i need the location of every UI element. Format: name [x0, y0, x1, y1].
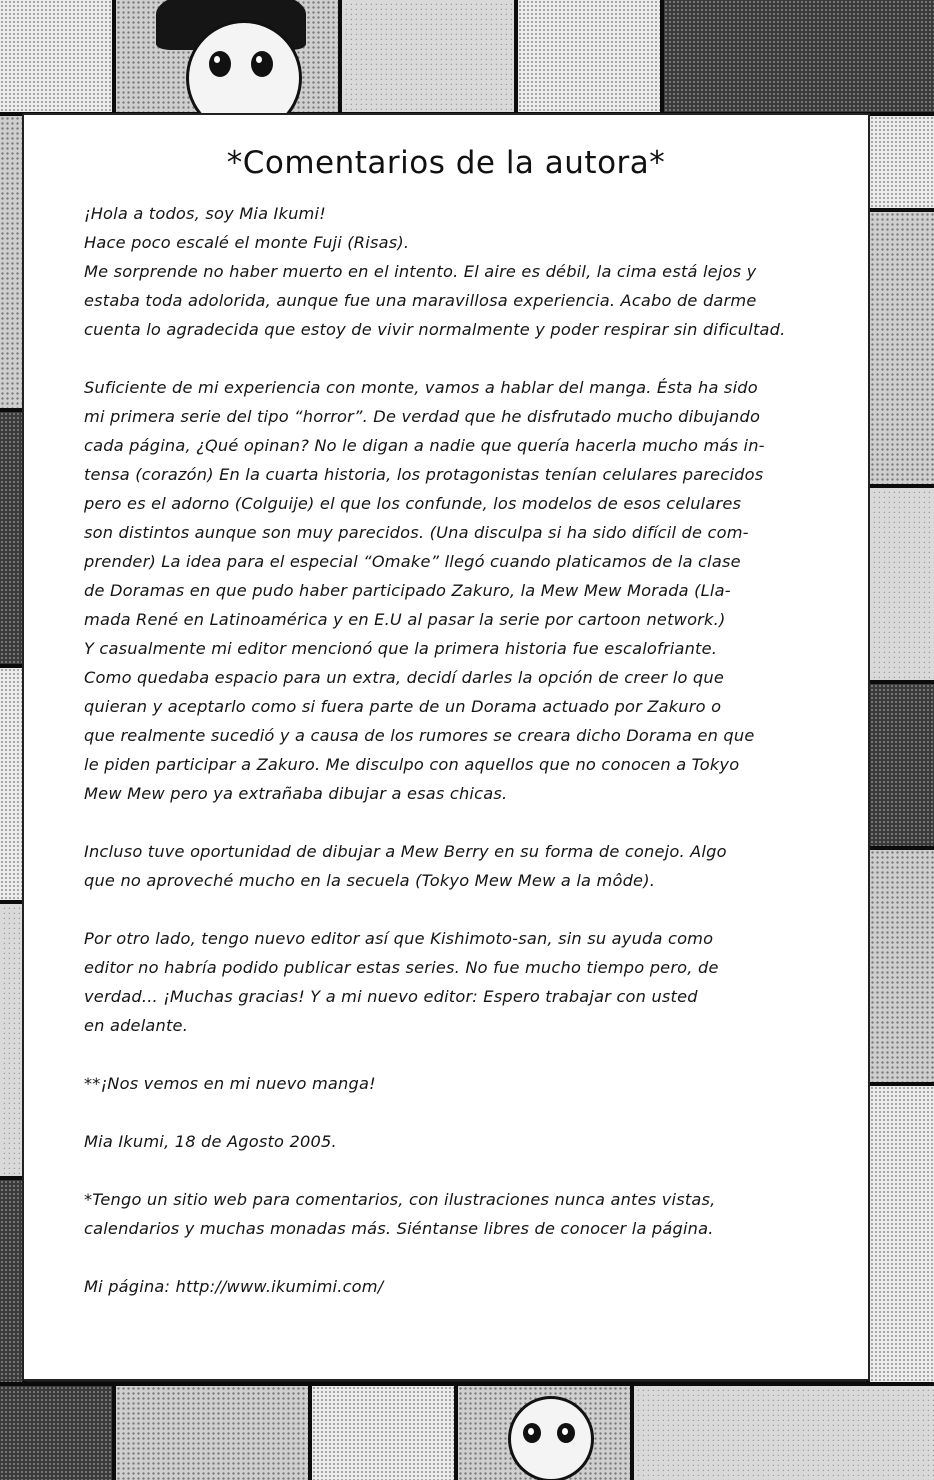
paragraph-website-link: Mi página: http://www.ikumimi.com/	[84, 1277, 384, 1296]
collage-panel	[112, 0, 342, 116]
collage-panel	[660, 0, 934, 116]
collage-panel	[630, 1382, 934, 1480]
paragraph-farewell: **¡Nos vemos en mi nuevo manga!	[84, 1074, 376, 1093]
comments-body	[84, 199, 824, 1330]
author-comments-page	[22, 113, 870, 1381]
collage-panel	[454, 1382, 634, 1480]
collage-panel	[866, 112, 934, 212]
collage-panel	[0, 1382, 116, 1480]
collage-panel	[338, 0, 518, 116]
paragraph-intro: ¡Hola a todos, soy Mia Ikumi! Hace poco escalé el monte Fuji (Risas). Me sorprende no haber muerto en el intento. El aire es débil, la cima está lejos y estaba toda adolorida, aunque fue una maravillosa experiencia. Acabo de darme cuenta lo agradecida que estoy de vivir normalmente y poder respirar sin dificultad.	[84, 204, 786, 339]
collage-panel	[112, 1382, 312, 1480]
page-title: *Comentarios de la autora*	[226, 145, 666, 181]
paragraph-signature: Mia Ikumi, 18 de Agosto 2005.	[84, 1132, 337, 1151]
collage-panel	[514, 0, 664, 116]
paragraph-manga: Suficiente de mi experiencia con monte, vamos a hablar del manga. Ésta ha sido mi primera serie del tipo “horror”. De verdad que he disfrutado mucho dibujando cada página, ¿Qué opinan? No le digan a nadie que quería hacerla mucho más in- tensa (corazón) En la cuarta historia, los protagonistas tenían celulares parecidos pero es el adorno (Colguije) el que los confunde, los modelos de esos celulares son distintos aunque son muy parecidos. (Una disculpa si ha sido difícil de com- prender) La idea para el especial “Omake” llegó cuando platicamos de la clase de Doramas en que pudo haber participado Zakuro, la Mew Mew Morada (Lla- mada René en Latinoamérica y en E.U al pasar la serie por cartoon network.) Y casualmente mi editor mencionó que la primera historia fue escalofriante. Como quedaba espacio para un extra, decidí darles la opción de creer lo que quieran y aceptarlo como si fuera parte de un Dorama actuado por Zakuro o que realmente sucedió y a causa de los rumores se creara dicho Dorama en que le piden participar a Zakuro. Me disculpo con aquellos que no conocen a Tokyo Mew Mew pero ya extrañaba dibujar a esas chicas.	[84, 378, 765, 803]
collage-panel	[866, 846, 934, 1086]
collage-panel	[0, 0, 116, 116]
collage-panel	[866, 680, 934, 850]
collage-panel	[308, 1382, 458, 1480]
collage-panel	[866, 484, 934, 684]
collage-panel	[866, 1082, 934, 1386]
paragraph-editor: Por otro lado, tengo nuevo editor así que Kishimoto-san, sin su ayuda como editor no habría podido publicar estas series. No fue mucho tiempo pero, de verdad... ¡Muchas gracias! Y a mi nuevo editor: Espero trabajar con usted en adelante.	[84, 929, 719, 1035]
collage-panel	[866, 208, 934, 488]
paragraph-website-note: *Tengo un sitio web para comentarios, con ilustraciones nunca antes vistas, calendarios y muchas monadas más. Siéntanse libres de conocer la página.	[84, 1190, 716, 1238]
paragraph-mew-berry: Incluso tuve oportunidad de dibujar a Mew Berry en su forma de conejo. Algo que no aproveché mucho en la secuela (Tokyo Mew Mew a la môde).	[84, 842, 727, 890]
